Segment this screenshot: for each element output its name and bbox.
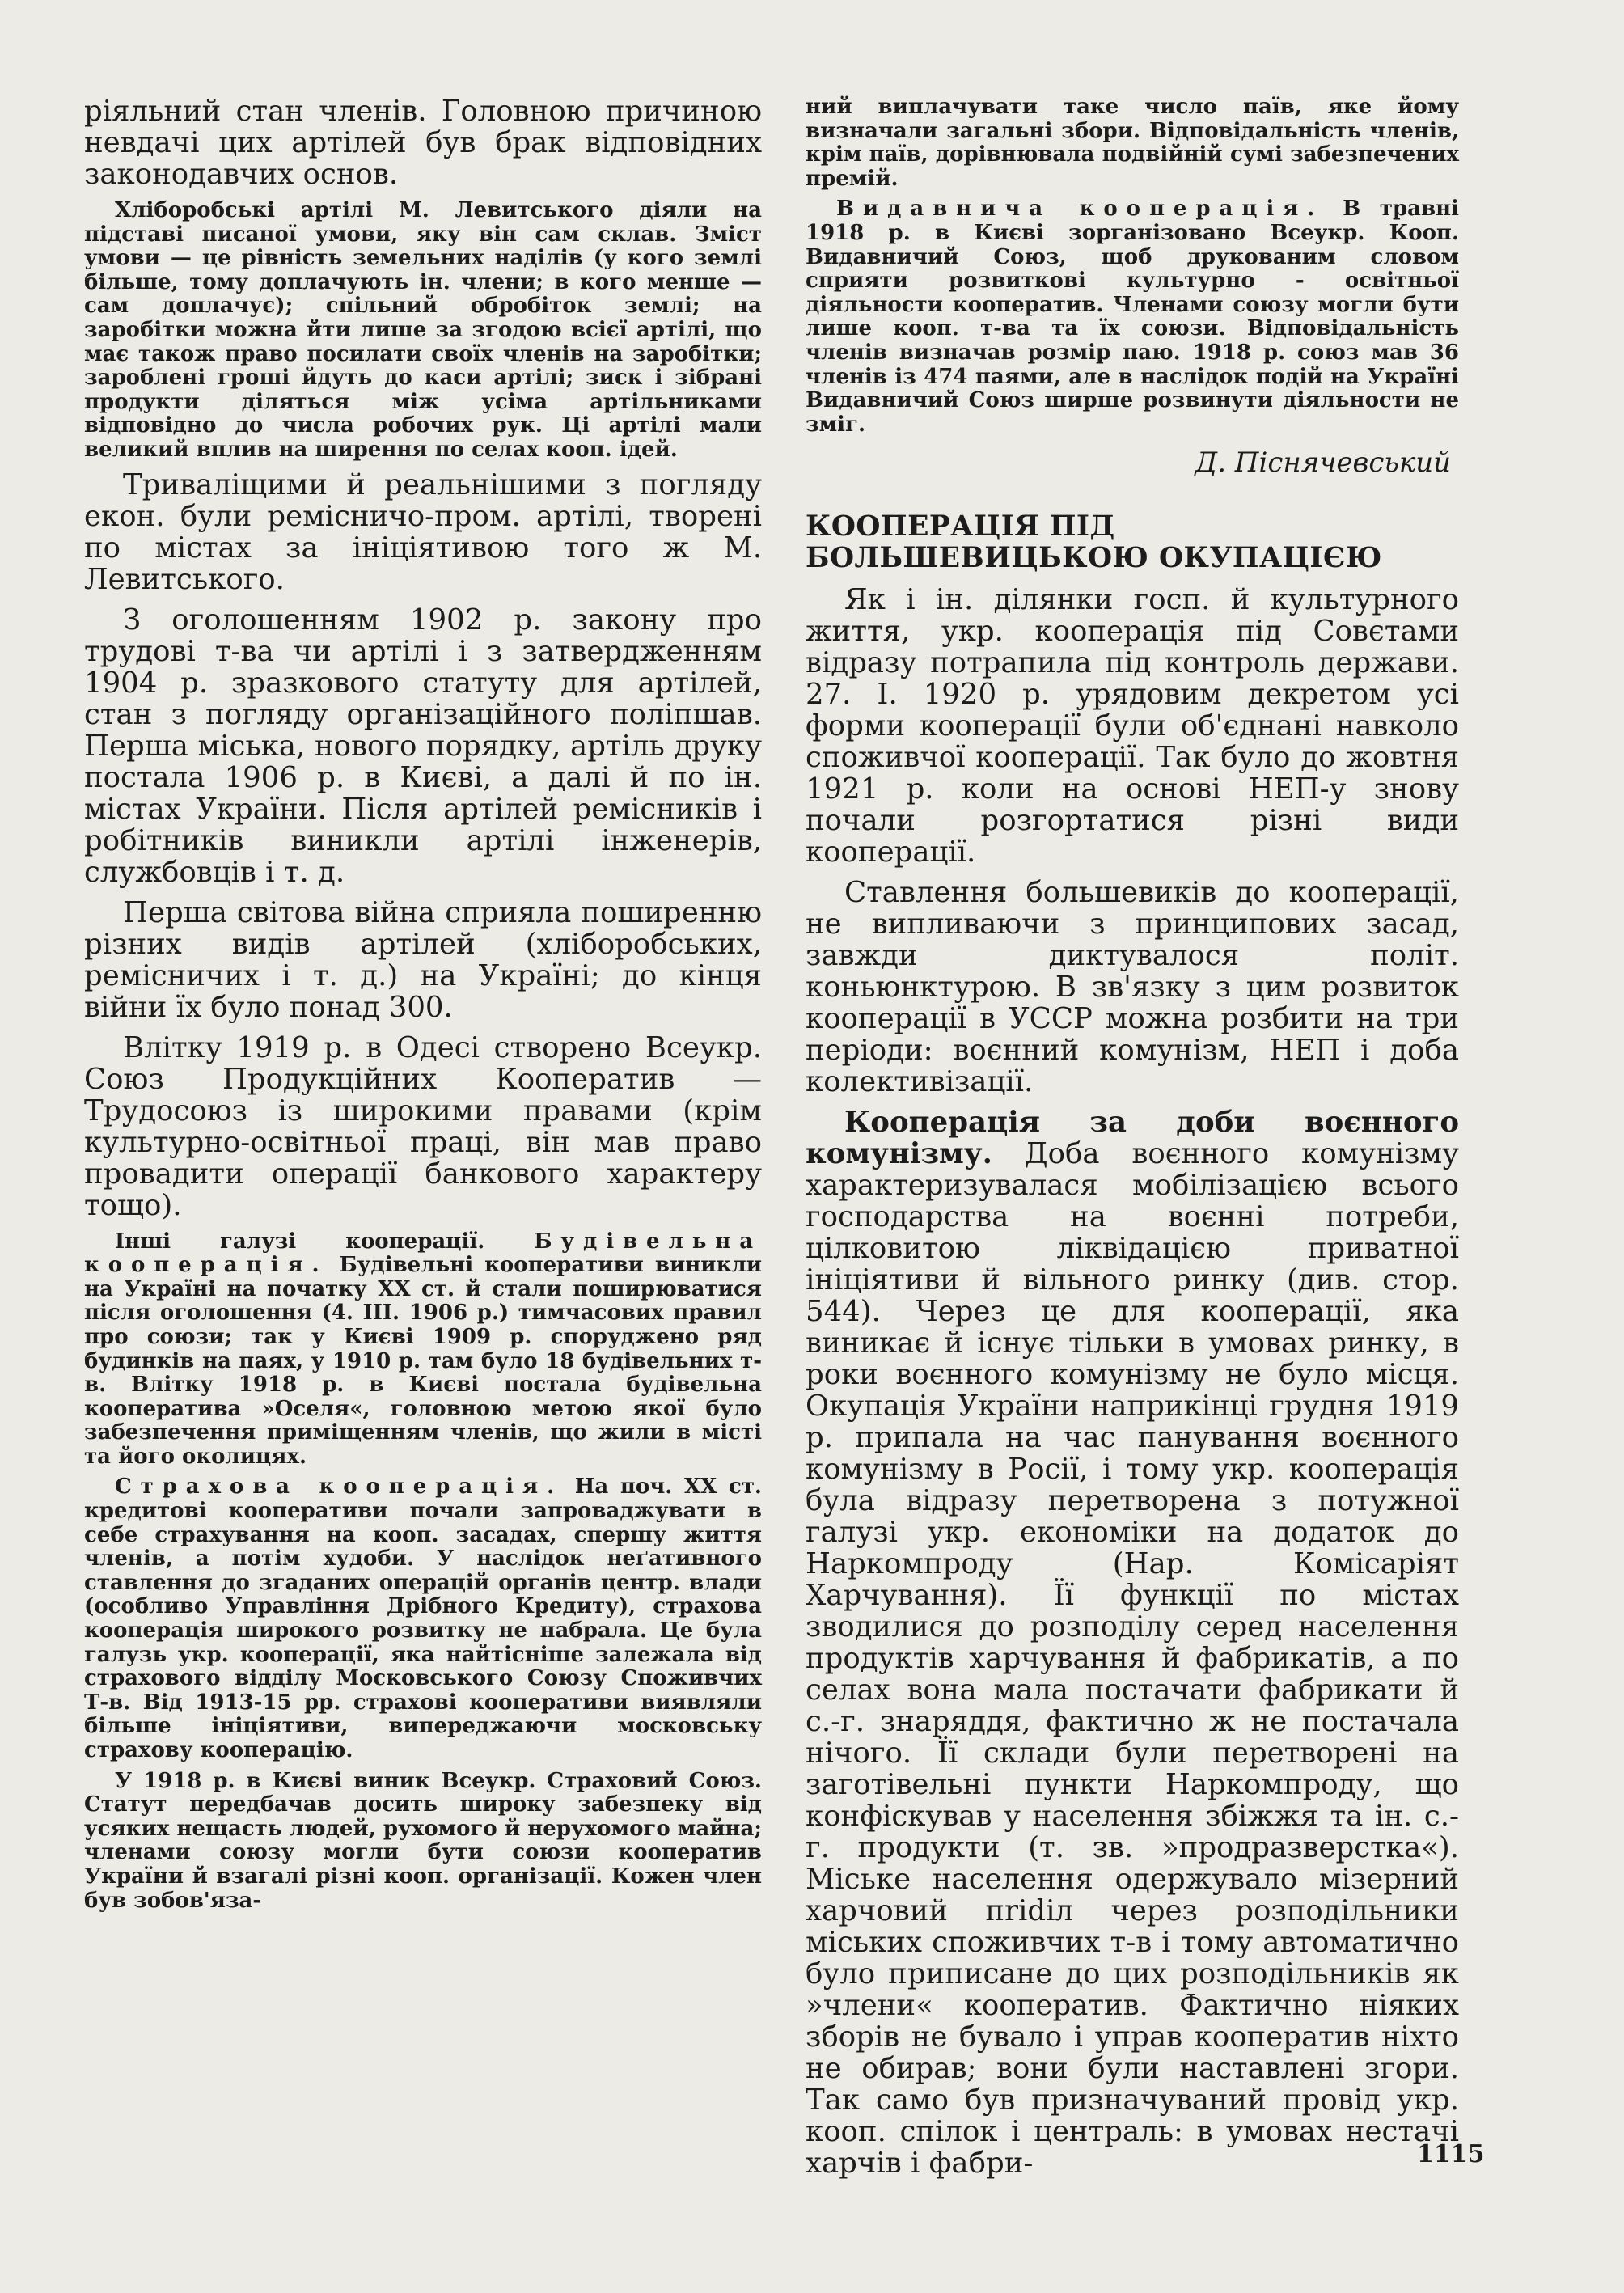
page-number: 1115	[1417, 2140, 1485, 2168]
left-column	[84, 95, 762, 1919]
paragraph: Хліборобські артілі М. Левитського діяли на підставі писаної умови, яку він сам склав. Зміст умови — це рівність земельних наділів (у кого землі більше, тому доплачують ін. члени; в кого менше — сам доплачує); спільний обробіток землі; на заробітки можна йти лише за згодою всієї артілі, що має також право посилати своїх членів на заробітки; зароблені гроші йдуть до каси артілі; зиск і зібрані продукти діляться між усіма артільниками відповідно до числа робочих рук. Ці артілі мали великий вплив на ширення по селах кооп. ідей.	[84, 198, 762, 462]
paragraph: Влітку 1919 р. в Одесі створено Всеукр. Союз Продукційних Кооператив — Трудосоюз із широкими правами (крім культурно-освітньої праці, він мав право провадити операції банкового характеру тощо).	[84, 1030, 762, 1222]
paragraph: Як і ін. ділянки госп. й культурного життя, укр. кооперація під Совєтами відразу потрапила під контроль держави. 27. I. 1920 р. урядовим декретом усі форми кооперації були об'єднані навколо споживчої кооперації. Так було до жовтня 1921 р. коли на основі НЕП-у знову почали розгортатися різні види кооперації.	[806, 583, 1459, 869]
right-column	[806, 95, 1459, 2188]
subsection-term: Будівельна кооперація.	[84, 1229, 762, 1278]
paragraph: Інші галузі кооперації. Будівельна кооперація. Будівельні кооперативи виникли на Україні на початку XX ст. й стали поширюватися після оголошення (4. III. 1906 р.) тимчасових правил про союзи; так у Києві 1909 р. споруджено ряд будинків на паях, у 1910 р. там було 18 будівельних т-в. Влітку 1918 р. в Києві постала будівельна кооператива »Оселя«, головною метою якої було забезпечення приміщенням членів, що жили в місті та його околицях.	[84, 1229, 762, 1469]
subsection-title: Кооперація за доби воєнного комунізму.	[806, 1106, 1459, 1171]
paragraph: Видавнича кооперація. В травні 1918 р. в Києві зорганізовано Всеукр. Кооп. Видавничий Союз, щоб друкованим словом сприяти розвиткові культурно - освітньої діяльности кооператив. Членами союзу могли бути лише кооп. т-ва та їх союзи. Відповідальність членів визначав розмір паю. 1918 р. союз мав 36 членів із 474 паями, але в наслідок подій на Україні Видавничий Союз ширше розвинути діяльности не зміг.	[806, 197, 1459, 437]
paragraph: З оголошенням 1902 р. закону про трудові т-ва чи артілі і з затвердженням 1904 р. зразкового статуту для артілей, стан з погляду організаційного поліпшав. Перша міська, нового порядку, артіль друку постала 1906 р. в Києві, а далі й по ін. містах України. Після артілей ремісників і робітників виникли артілі інженерів, службовців і т. д.	[84, 603, 762, 889]
paragraph: ріяльний стан членів. Головною причиною невдачі цих артілей був брак відповідних законодавчих основ.	[84, 95, 762, 191]
paragraph: Ставлення большевиків до кооперації, не випливаючи з принципових засад, завжди диктувалося політ. коньюнктурою. В зв'язку з цим розвиток кооперації в УССР можна розбити на три періоди: воєнний комунізм, НЕП і доба колективізації.	[806, 876, 1459, 1099]
subsection-title: Інші галузі кооперації.	[115, 1229, 485, 1254]
paragraph: Перша світова війна сприяла поширенню різних видів артілей (хліборобських, ремісничих і т. д.) на Україні; до кінця війни їх було понад 300.	[84, 895, 762, 1024]
author-signature: Д. Піснячевський	[1195, 446, 1451, 480]
paragraph: У 1918 р. в Києві виник Всеукр. Страховий Союз. Статут передбачав досить широку забезпеку від усяких нещасть людей, рухомого й нерухомого майна; членами союзу могли бути союзи кооператив України й взагалі різні кооп. організації. Кожен член був зобов'яза-	[84, 1768, 762, 1913]
subsection-term: Страхова кооперація.	[115, 1474, 564, 1500]
paragraph: Страхова кооперація. На поч. XX ст. кредитові кооперативи почали запроваджувати в себе страхування на кооп. засадах, спершу життя членів, а потім худоби. У наслідок неґативного ставлення до згаданих операцій органів центр. влади (особливо Управління Дрібного Кредиту), страхова кооперація широкого розвитку не набрала. Це була галузь укр. кооперації, яка найтісніше залежала від страхового відділу Московського Союзу Споживчих Т-в. Від 1913-15 рр. страхові кооперативи виявляли більше ініціятиви, випереджаючи московську страхову кооперацію.	[84, 1474, 762, 1762]
paragraph: ний виплачувати таке число паїв, яке йому визначали загальні збори. Відповідальність членів, крім паїв, дорівнювала подвійній сумі забезпечених премій.	[806, 95, 1459, 191]
section-heading: КООПЕРАЦІЯ ПІД БОЛЬШЕВИЦЬКОЮ ОКУПАЦІЄЮ	[806, 510, 1382, 575]
subsection-term: Видавнича кооперація.	[836, 197, 1324, 222]
paragraph: Триваліщими й реальнішими з погляду екон. були ремісничо-пром. артілі, творені по містах за ініціятивою того ж М. Левитського.	[84, 467, 762, 596]
paragraph: Кооперація за доби воєнного комунізму. Доба воєнного комунізму характеризувалася мобілізацією всього господарства на воєнні потреби, цілковитою ліквідацією приватної ініціятиви й вільного ринку (див. стор. 544). Через це для кооперації, яка виникає й існує тільки в умовах ринку, в роки воєнного комунізму не було місця. Окупація України наприкінці грудня 1919 р. припала на час панування воєнного комунізму в Росії, і тому укр. кооперація була відразу перетворена з потужної галузі укр. економіки на додаток до Наркомпроду (Нар. Комісаріят Харчування). Її функції по містах зводилися до розподілу серед населення продуктів харчування й фабрикатів, а по селах вона мала постачати фабрикати й с.-г. знаряддя, фактично ж не постачала нічого. Її склади були перетворені на заготівельні пункти Наркомпроду, що конфіскував у населення збіжжя та ін. с.-г. продукти (т. зв. »продразверстка«). Міське населення одержувало мізерний харчовий пridіл через розподільники міських споживчих т-в і тому автоматично було приписане до цих розподільників як »члени« кооператив. Фактично ніяких зборів не бувало і управ кооператив ніхто не обирав; вони були наставлені згори. Так само був призначуваний провід укр. кооп. спілок і централь: в умовах нестачі харчів і фабри-	[806, 1106, 1459, 2181]
